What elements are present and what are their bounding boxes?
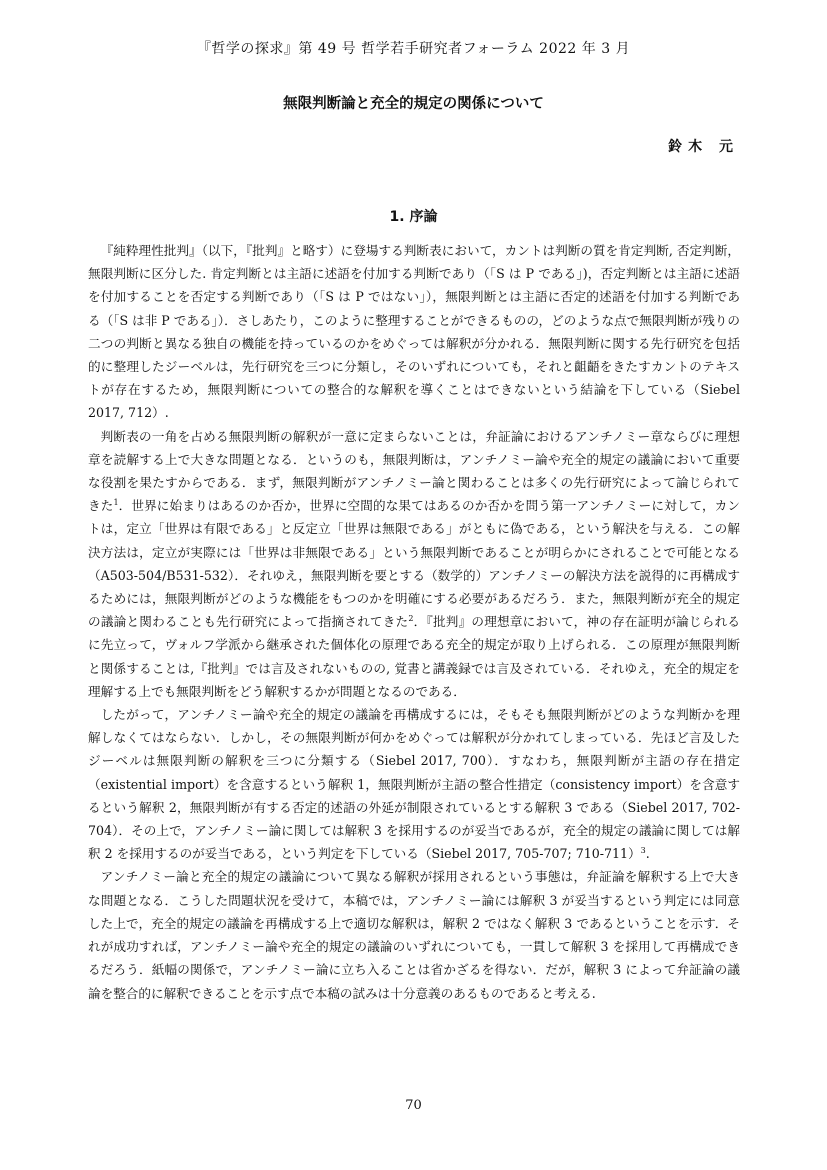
- page-number: 70: [405, 1098, 422, 1113]
- paper-title: 無限判断論と充全的規定の関係について: [283, 96, 544, 112]
- paragraph-text: アンチノミー論と充全的規定の議論について異なる解釈が採用されるという事態は，弁証論を解釈する上で大きな問題となる．こうした問題状況を受けて，本稿では，アンチノミー論には解釈 3 が妥当するという判定には同意した上で，充全的規定の議論を再構成する上で適切な解釈は，解釈 2 ではなく解釈 3 であるということを示す．それが成功すれば，アンチノミー論や充全的規定の議論のいずれについても，一貫して解釈 3 を採用して再構成できるだろう．紙幅の関係で，アンチノミー論に立ち入ることは省かざるを得ない．だが，解釈 3 によって弁証論の議論を整合的に解釈できることを示す点で本稿の試みは十分意義のあるものであると考える.: [88, 869, 740, 1001]
- paragraph-text: 『純粋理性批判』（以下，『批判』と略す）に登場する判断表において，カントは判断の質を肯定判断, 否定判断，無限判断に区分した. 肯定判断とは主語に述語を付加する判断であり（「S は P である」)，否定判断とは主語に述語を付加することを否定する判断であり（「S は P ではない」），無限判断とは主語に否定的述語を付加する判断である（「S は非 P である」）．さしあたり，このように整理することができるものの，どのような点で無限判断が残りの二つの判断と異なる独自の機能を持っているのかをめぐっては解釈が分かれる．無限判断に関する先行研究を包括的に整理したジーベルは，先行研究を三つに分類し，そのいずれについても，それと齟齬をきたすカントのテキストが存在するため，無限判断についての整合的な解釈を導くことはできないという結論を下している（Siebel 2017, 712）.: [88, 243, 740, 421]
- footnote-marker: 1: [113, 498, 119, 508]
- paragraph-text: ．世界に始まりはあるのか否か，世界に空間的な果てはあるのか否かを問う第一アンチノミーに対して，カントは，定立「世界は有限である」と反定立「世界は無限である」がともに偽である，という解決を与える．この解決方法は，定立が実際には「世界は非無限である」という無限判断であることが明らかにされることで可能となる（A503-504/B531-532）．それゆえ，無限判断を要とする（数学的）アンチノミーの解決方法を説得的に再構成するためには，無限判断がどのような機能をもつのかを明確にする必要があるだろう．また，無限判断が充全的規定の議論と関わることも先行研究によって指摘されてきた: [88, 498, 740, 630]
- paragraph-3: [88, 703, 740, 865]
- running-header: 『哲学の探求』第 49 号 哲学若手研究者フォーラム 2022 年 3 月: [196, 41, 631, 57]
- section-heading: 1. 序論: [389, 209, 438, 225]
- paragraph-1: [88, 239, 740, 425]
- footnote-marker: 3: [640, 846, 646, 856]
- body-text: [88, 239, 740, 1005]
- author-name: 鈴木 元: [668, 139, 739, 155]
- paragraph-text: 判断表の一角を占める無限判断の解釈が一意に定まらないことは，弁証論におけるアンチノミー章ならびに理想章を読解する上で大きな問題となる．というのも，無限判断は，アンチノミー論や充全的規定の議論において重要な役割を果たすからである．まず，無限判断がアンチノミー論と関わることは多くの先行研究によって論じられてきた: [88, 428, 740, 514]
- footnote-marker: 2: [408, 614, 414, 624]
- paragraph-4: [88, 865, 740, 1004]
- paragraph-text: ．『批判』の理想章において，神の存在証明が論じられるに先立って，ヴォルフ学派から継承された個体化の原理である充全的規定が取り上げられる．この原理が無限判断と関係することは,『批判』では言及されないものの, 覚書と講義録では言及されている．それゆえ，充全的規定を理解する上でも無限判断をどう解釈するかが問題となるのである．: [88, 614, 741, 699]
- paragraph-text: .: [645, 846, 650, 862]
- paragraph-2: [88, 425, 740, 703]
- paragraph-text: したがって，アンチノミー論や充全的規定の議論を再構成するには，そもそも無限判断がどのような判断かを理解しなくてはならない．しかし，その無限判断が何かをめぐっては解釈が分かれてしまっている．先ほど言及したジーベルは無限判断の解釈を三つに分類する（Siebel 2017, 700）．すなわち，無限判断が主語の存在措定（existential import）を含意するという解釈 1，無限判断が主語の整合性措定（consistency import）を含意するという解釈 2，無限判断が有する否定的述語の外延が制限されているとする解釈 3 である（Siebel 2017, 702-704）．その上で，アンチノミー論に関しては解釈 3 を採用するのが妥当であるが，充全的規定の議論に関しては解釈 2 を採用するのが妥当である，という判定を下している（Siebel 2017, 705-707; 710-711）: [88, 707, 740, 862]
